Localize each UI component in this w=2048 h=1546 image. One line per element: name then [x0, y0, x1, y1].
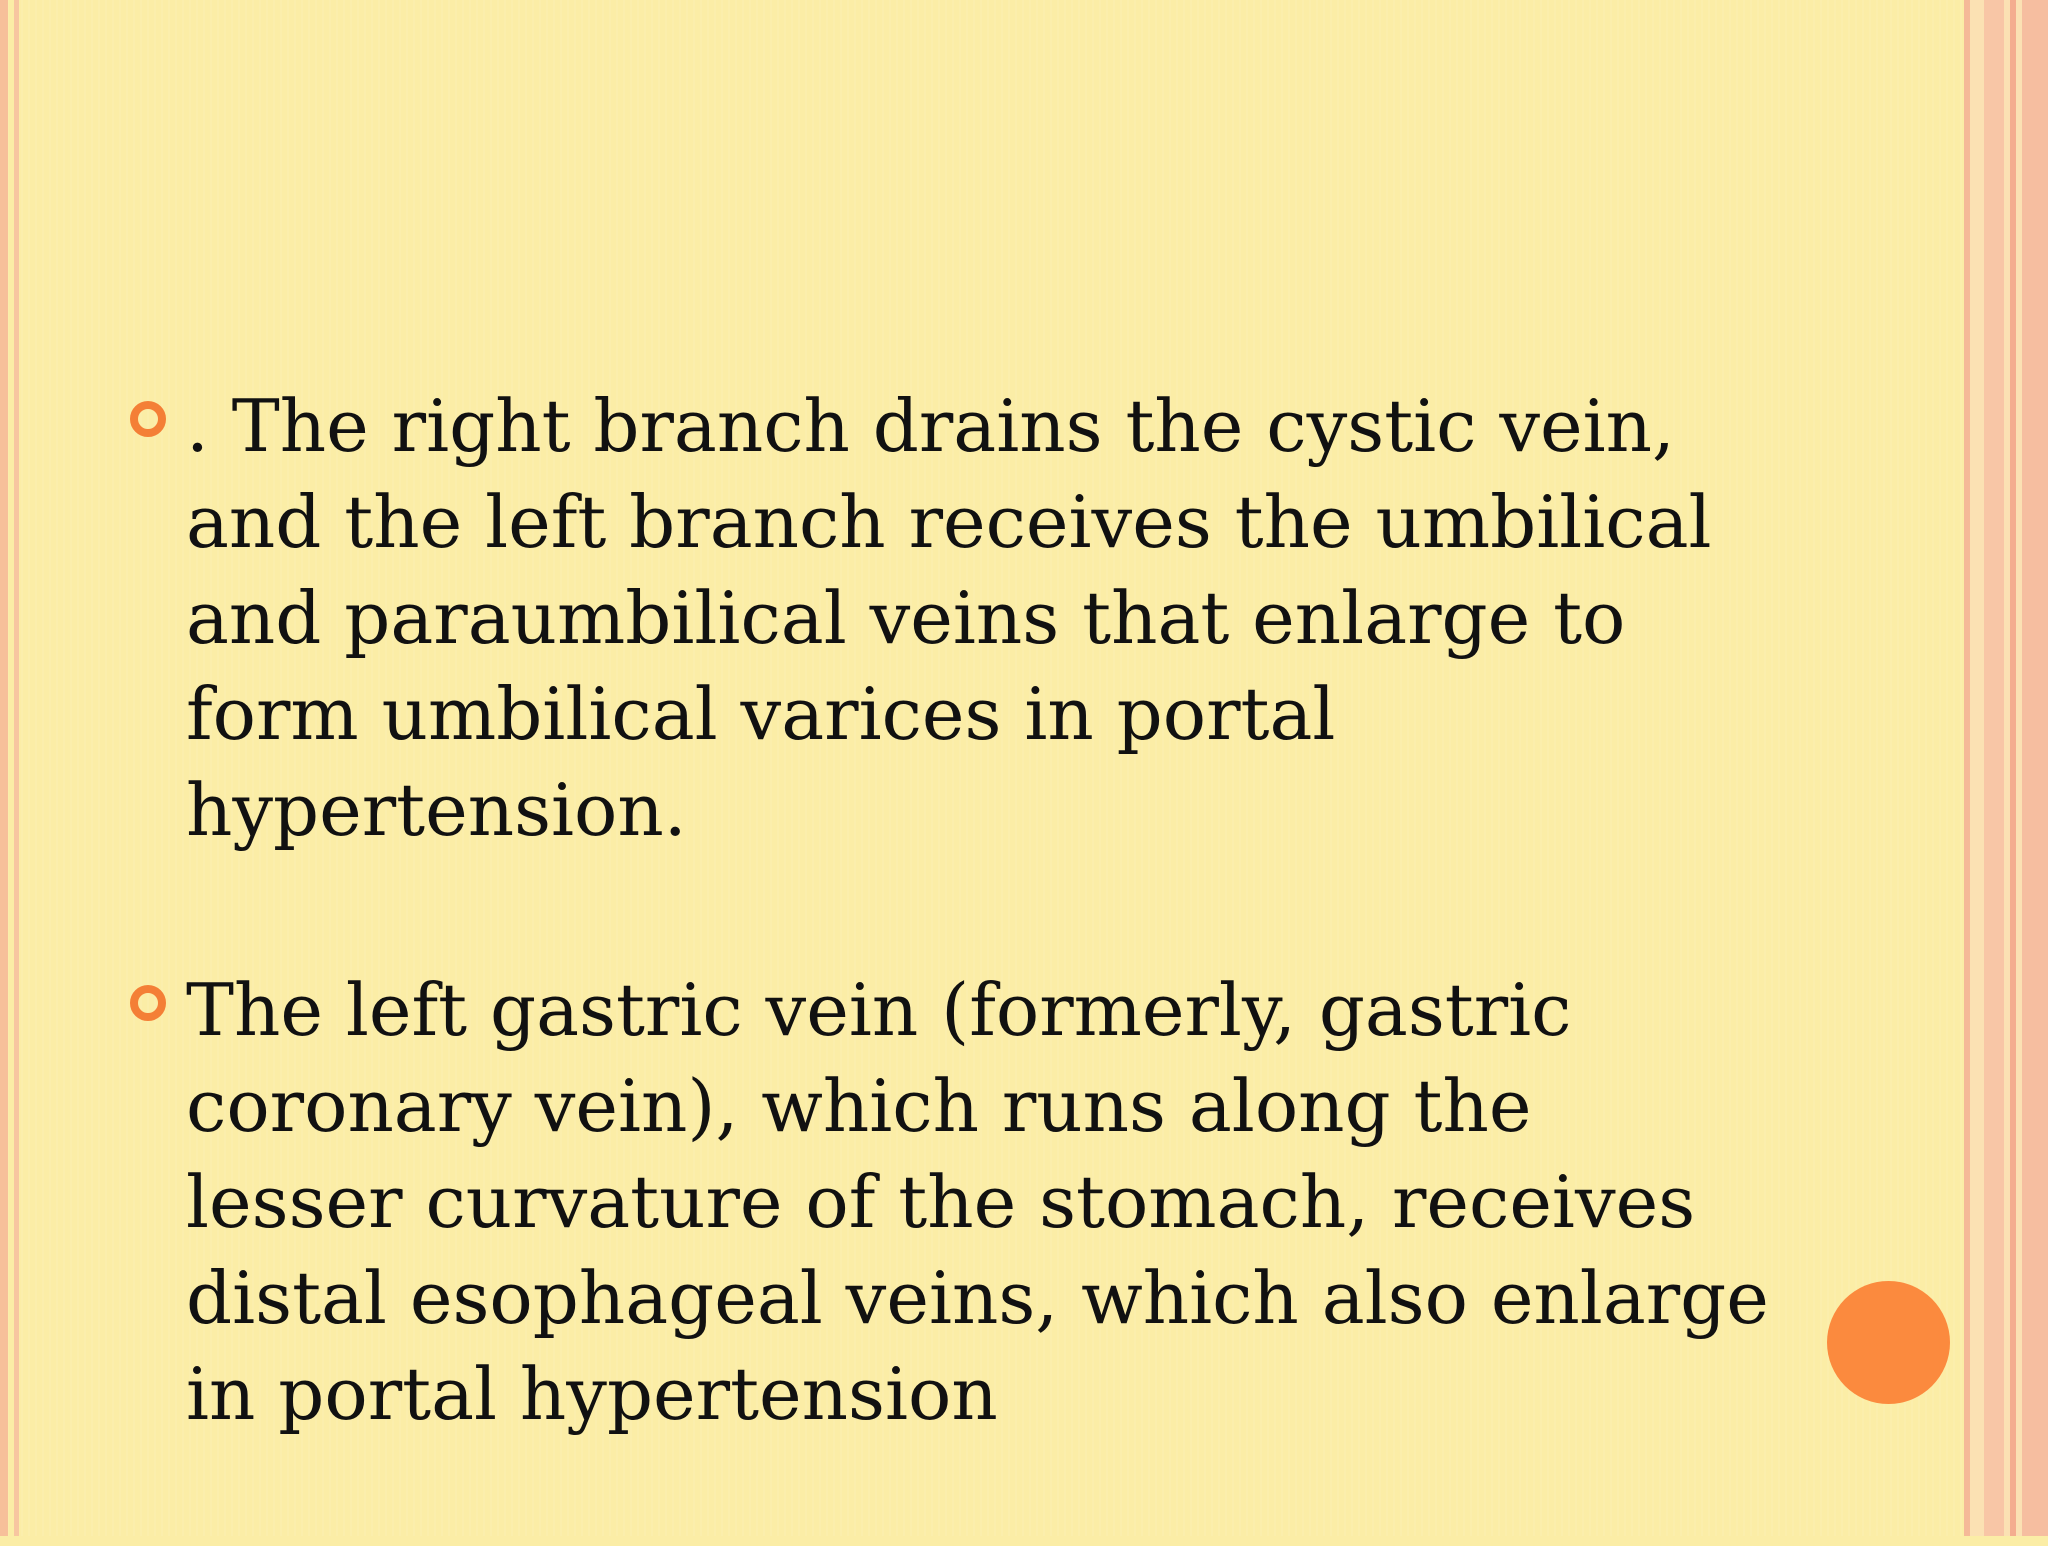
- right-border-stripe: [1964, 0, 1970, 1536]
- bullet-item: [130, 962, 1770, 1442]
- bullet-text: . The right branch drains the cystic vein, and the left branch receives the umbilical and paraumbilical veins that enlarge to form umbilical varices in portal hypertension.: [186, 384, 1712, 852]
- bullet-text: The left gastric vein (formerly, gastric coronary vein), which runs along the lesser curvature of the stomach, receives distal esophageal veins, which also enlarge in portal hypertension: [186, 968, 1769, 1436]
- bullet-circle-icon: [130, 985, 166, 1021]
- right-border-stripe: [2022, 0, 2048, 1536]
- slide-content: [130, 378, 1770, 1546]
- bullet-circle-icon: [130, 401, 166, 437]
- bullet-item: [130, 378, 1770, 858]
- left-border-stripe: [0, 0, 8, 1536]
- left-border-stripe-inner: [14, 0, 19, 1536]
- right-border-stripe: [2010, 0, 2016, 1536]
- decorative-circle: [1827, 1281, 1950, 1404]
- right-border-stripe: [1984, 0, 2004, 1536]
